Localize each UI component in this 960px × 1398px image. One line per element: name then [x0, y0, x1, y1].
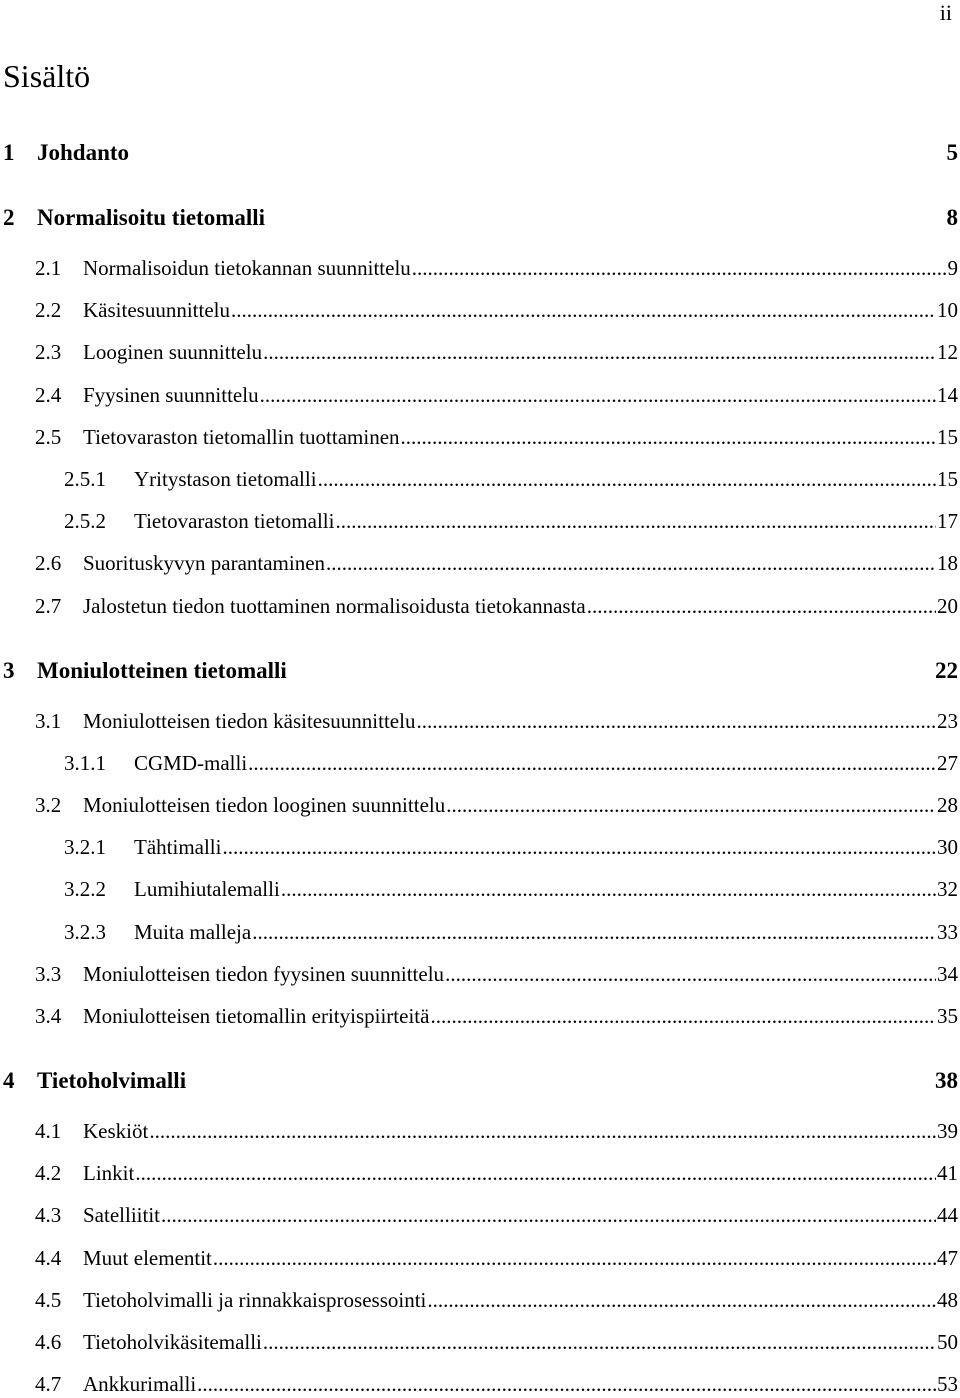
toc-entry-label: Suorituskyvyn parantaminen: [83, 549, 325, 577]
toc-entry-label: Normalisoidun tietokannan suunnittelu: [83, 254, 411, 282]
toc-entry-page: 8: [947, 204, 960, 232]
toc-entry-page: 39: [937, 1117, 960, 1145]
toc-entry-page: 50: [937, 1328, 960, 1356]
toc-dot-leader: [401, 423, 936, 451]
toc-entry-label: Muut elementit: [83, 1244, 212, 1272]
toc-entry-label: Tietovaraston tietomalli: [134, 507, 334, 535]
toc-entry-label: Lumihiutalemalli: [134, 875, 280, 903]
toc-entry-page: 33: [937, 918, 960, 946]
toc-dot-leader: [427, 1286, 936, 1314]
toc-entry-label: CGMD-malli: [134, 749, 247, 777]
toc-section-entry[interactable]: [0, 1117, 960, 1145]
toc-entry-page: 38: [935, 1067, 960, 1095]
toc-entry-page: 17: [937, 507, 960, 535]
toc-entry-page: 41: [937, 1159, 960, 1187]
toc-dot-leader: [326, 549, 936, 577]
toc-entry-label: Satelliitit: [83, 1201, 160, 1229]
toc-dot-leader: [252, 918, 936, 946]
toc-dot-leader: [445, 960, 936, 988]
toc-section-entry[interactable]: [0, 1286, 960, 1314]
toc-entry-number: 2.5.1: [0, 465, 134, 493]
toc-dot-leader: [263, 338, 936, 366]
toc-chapter-entry[interactable]: [0, 139, 960, 167]
toc-entry-page: 15: [937, 465, 960, 493]
toc-dot-leader: [222, 833, 936, 861]
toc-dot-leader: [446, 791, 936, 819]
toc-entry-page: 23: [937, 707, 960, 735]
toc-dot-leader: [587, 592, 936, 620]
toc-section-entry[interactable]: [0, 338, 960, 366]
toc-dot-leader: [231, 296, 936, 324]
toc-entry-page: 28: [937, 791, 960, 819]
toc-entry-number: 3.2.2: [0, 875, 134, 903]
toc-dot-leader: [335, 507, 936, 535]
toc-entry-label: Keskiöt: [83, 1117, 148, 1145]
toc-section-entry[interactable]: [0, 1370, 960, 1398]
toc-entry-number: 2.3: [0, 338, 83, 366]
toc-entry-label: Johdanto: [37, 139, 129, 167]
toc-section-entry[interactable]: [0, 791, 960, 819]
toc-entry-number: 3.1.1: [0, 749, 134, 777]
toc-entry-page: 10: [937, 296, 960, 324]
toc-chapter-entry[interactable]: [0, 1067, 960, 1095]
toc-entry-label: Tietovaraston tietomallin tuottaminen: [83, 423, 400, 451]
toc-section-entry[interactable]: [0, 1328, 960, 1356]
toc-entry-label: Käsitesuunnittelu: [83, 296, 230, 324]
toc-section-entry[interactable]: [0, 296, 960, 324]
toc-entry-number: 4.4: [0, 1244, 83, 1272]
toc-entry-label: Tähtimalli: [134, 833, 221, 861]
toc-entry-number: 2.2: [0, 296, 83, 324]
toc-section-entry[interactable]: [0, 1201, 960, 1229]
toc-section-entry[interactable]: [0, 960, 960, 988]
toc-entry-number: 4.3: [0, 1201, 83, 1229]
toc-dot-leader: [149, 1117, 936, 1145]
toc-dot-leader: [135, 1159, 936, 1187]
toc-entry-page: 35: [937, 1002, 960, 1030]
toc-entry-page: 22: [935, 657, 960, 685]
toc-dot-leader: [213, 1244, 936, 1272]
toc-entry-number: 1: [0, 139, 37, 167]
toc-dot-leader: [281, 875, 936, 903]
toc-section-entry[interactable]: [0, 875, 960, 903]
toc-entry-number: 3.4: [0, 1002, 83, 1030]
toc-entry-label: Yritystason tietomalli: [134, 465, 317, 493]
toc-section-entry[interactable]: [0, 918, 960, 946]
toc-entry-number: 3.2.3: [0, 918, 134, 946]
toc-section-entry[interactable]: [0, 507, 960, 535]
toc-entry-label: Tietoholvikäsitemalli: [83, 1328, 262, 1356]
toc-section-entry[interactable]: [0, 833, 960, 861]
toc-section-entry[interactable]: [0, 749, 960, 777]
toc-entry-number: 2.4: [0, 381, 83, 409]
toc-entry-page: 14: [937, 381, 960, 409]
toc-section-entry[interactable]: [0, 592, 960, 620]
toc-entry-label: Moniulotteisen tietomallin erityispiirteitä: [83, 1002, 429, 1030]
toc-entry-number: 4.2: [0, 1159, 83, 1187]
toc-section-entry[interactable]: [0, 465, 960, 493]
toc-entry-number: 3.2.1: [0, 833, 134, 861]
toc-entry-number: 3: [0, 657, 37, 685]
toc-section-entry[interactable]: [0, 549, 960, 577]
toc-entry-label: Moniulotteisen tiedon fyysinen suunnittelu: [83, 960, 444, 988]
toc-entry-number: 4.1: [0, 1117, 83, 1145]
toc-entry-number: 2.6: [0, 549, 83, 577]
toc-entry-number: 3.2: [0, 791, 83, 819]
toc-entry-page: 32: [937, 875, 960, 903]
toc-entry-label: Fyysinen suunnittelu: [83, 381, 259, 409]
toc-chapter-entry[interactable]: [0, 204, 960, 232]
toc-entry-number: 4.6: [0, 1328, 83, 1356]
toc-entry-number: 2.5: [0, 423, 83, 451]
toc-entry-label: Normalisoitu tietomalli: [37, 204, 265, 232]
toc-entry-page: 27: [937, 749, 960, 777]
toc-section-entry[interactable]: [0, 1159, 960, 1187]
toc-entry-page: 5: [947, 139, 960, 167]
toc-entry-label: Tietoholvimalli ja rinnakkaisprosessointi: [83, 1286, 426, 1314]
toc-dot-leader: [416, 707, 936, 735]
toc-section-entry[interactable]: [0, 423, 960, 451]
toc-section-entry[interactable]: [0, 1244, 960, 1272]
toc-entry-label: Muita malleja: [134, 918, 251, 946]
toc-entry-number: 3.3: [0, 960, 83, 988]
toc-section-entry[interactable]: [0, 381, 960, 409]
toc-entry-number: 4.7: [0, 1370, 83, 1398]
toc-entry-label: Tietoholvimalli: [37, 1067, 186, 1095]
toc-entry-page: 44: [937, 1201, 960, 1229]
toc-section-entry[interactable]: [0, 1002, 960, 1030]
toc-dot-leader: [263, 1328, 936, 1356]
toc-entry-page: 15: [937, 423, 960, 451]
toc-entry-label: Jalostetun tiedon tuottaminen normalisoidusta tietokannasta: [83, 592, 586, 620]
toc-entry-label: Moniulotteisen tiedon käsitesuunnittelu: [83, 707, 415, 735]
toc-dot-leader: [197, 1370, 936, 1398]
toc-entry-number: 4.5: [0, 1286, 83, 1314]
toc-dot-leader: [430, 1002, 936, 1030]
toc-entry-label: Linkit: [83, 1159, 134, 1187]
toc-section-entry[interactable]: [0, 254, 960, 282]
toc-entry-page: 30: [937, 833, 960, 861]
toc-entry-page: 20: [937, 592, 960, 620]
toc-entry-page: 18: [937, 549, 960, 577]
toc-entry-label: Moniulotteinen tietomalli: [37, 657, 287, 685]
toc-dot-leader: [412, 254, 947, 282]
toc-entry-page: 53: [937, 1370, 960, 1398]
toc-entry-number: 2: [0, 204, 37, 232]
page-title: Sisältö: [3, 56, 90, 96]
toc-entry-page: 34: [937, 960, 960, 988]
toc-entry-label: Looginen suunnittelu: [83, 338, 262, 366]
toc-entry-page: 9: [948, 254, 960, 282]
toc-entry-number: 3.1: [0, 707, 83, 735]
toc-entry-number: 2.7: [0, 592, 83, 620]
toc-entry-number: 4: [0, 1067, 37, 1095]
toc-entry-number: 2.1: [0, 254, 83, 282]
toc-entry-page: 48: [937, 1286, 960, 1314]
toc-entry-label: Moniulotteisen tiedon looginen suunnittelu: [83, 791, 445, 819]
toc-dot-leader: [161, 1201, 936, 1229]
toc-entry-page: 12: [937, 338, 960, 366]
toc-entry-label: Ankkurimalli: [83, 1370, 196, 1398]
toc-entry-page: 47: [937, 1244, 960, 1272]
toc-chapter-entry[interactable]: [0, 657, 960, 685]
toc-dot-leader: [248, 749, 936, 777]
toc-entry-number: 2.5.2: [0, 507, 134, 535]
page-number: ii: [940, 0, 952, 26]
toc-dot-leader: [318, 465, 936, 493]
toc-section-entry[interactable]: [0, 707, 960, 735]
toc-dot-leader: [260, 381, 936, 409]
